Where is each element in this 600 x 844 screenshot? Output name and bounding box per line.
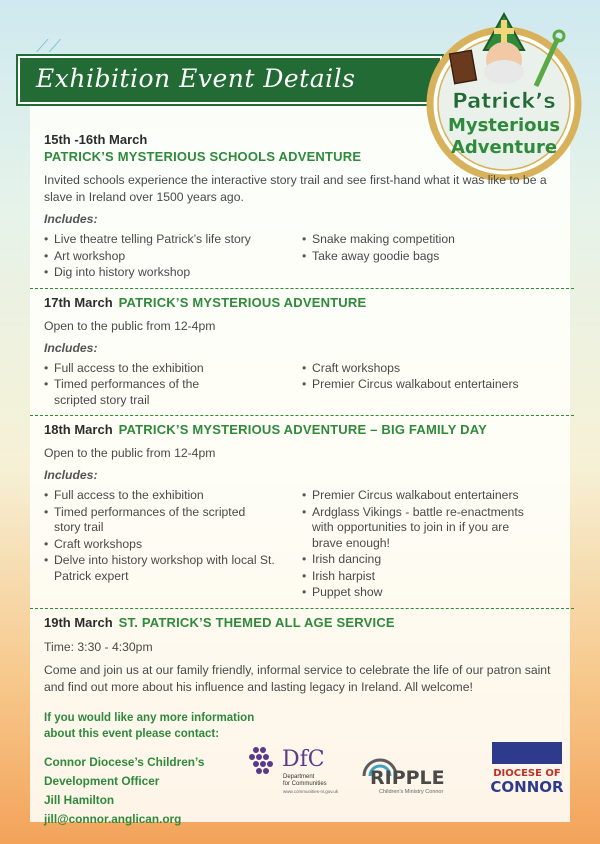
- includes-list: [44, 488, 560, 602]
- contact-name: Jill Hamilton: [44, 793, 115, 807]
- event-date: 17th March: [44, 294, 113, 310]
- service-time: Time: 3:30 - 4:30pm: [44, 639, 153, 654]
- event-date: 15th -16th March: [44, 132, 148, 147]
- dfc-url: www.communities-ni.gov.uk: [283, 789, 339, 794]
- includes-label: Includes:: [44, 212, 98, 226]
- sparkle-decoration-icon: ⟋⟋: [36, 36, 62, 56]
- list-item: • Live theatre telling Patrick’s life story: [54, 232, 302, 248]
- logo-line3: Adventure: [450, 137, 558, 158]
- list-item: • Dig into history workshop: [54, 265, 302, 281]
- list-item: • Ardglass Vikings - battle re-enactments with opportunities to join in if you are brave enough!: [312, 505, 542, 552]
- ripple-tagline: Children's Ministry Connor: [379, 789, 444, 795]
- list-item: • Take away goodie bags: [312, 249, 560, 265]
- dfc-abbr: DfC: [282, 747, 325, 772]
- logo-line2: Mysterious: [447, 115, 561, 136]
- ripple-name: RIPPLE: [370, 767, 445, 789]
- divider: [30, 415, 574, 416]
- section-public: [44, 295, 560, 410]
- includes-list: [44, 361, 560, 410]
- diocese-logo: [490, 742, 564, 796]
- section-family-day: [44, 422, 560, 602]
- list-item: • Premier Circus walkabout entertainers: [312, 488, 560, 504]
- contact-organization: Connor Diocese’s Children’s Development Officer: [44, 755, 205, 788]
- section-heading: [44, 422, 560, 437]
- diocese-line1: DIOCESE OF: [493, 768, 561, 779]
- includes-label: Includes:: [44, 468, 98, 482]
- includes-list: [44, 232, 560, 282]
- list-item: • Craft workshops: [312, 361, 560, 377]
- divider: [30, 608, 574, 609]
- section-service: [44, 615, 560, 696]
- list-item: • Irish dancing: [312, 552, 560, 568]
- list-item: • Full access to the exhibition: [54, 488, 302, 504]
- list-item: • Full access to the exhibition: [54, 361, 302, 377]
- event-title: ST. PATRICK’S THEMED ALL AGE SERVICE: [118, 614, 395, 630]
- partner-logos: [246, 740, 566, 800]
- event-date: 19th March: [44, 614, 113, 630]
- list-item: • Delve into history workshop with local St. Patrick expert: [54, 553, 284, 584]
- event-title: PATRICK’S MYSTERIOUS ADVENTURE: [118, 294, 367, 310]
- service-description: Come and join us at our family friendly, informal service to celebrate the life of our patron saint and find out more about his influence and lasting legacy in Ireland. All welcome!: [44, 662, 551, 694]
- list-item: • Craft workshops: [54, 537, 302, 553]
- event-date: 18th March: [44, 422, 113, 437]
- list-item: • Timed performances of the scripted story trail: [54, 505, 274, 536]
- list-item: • Premier Circus walkabout entertainers: [312, 377, 560, 393]
- dfc-logo: [249, 747, 339, 794]
- title-banner: [18, 56, 442, 104]
- section-heading: [44, 132, 560, 147]
- event-title: PATRICK’S MYSTERIOUS ADVENTURE – BIG FAMILY DAY: [118, 422, 488, 437]
- event-intro: Open to the public from 12-4pm: [44, 318, 216, 333]
- list-item: • Timed performances of the scripted story trail: [54, 377, 234, 408]
- contact-email[interactable]: jill@connor.anglican.org: [44, 812, 182, 826]
- contact-prompt: If you would like any more information about this event please contact:: [44, 711, 255, 740]
- section-heading: [44, 615, 560, 630]
- event-intro: Open to the public from 12-4pm: [44, 446, 216, 460]
- list-item: • Puppet show: [312, 585, 560, 601]
- list-item: • Snake making competition: [312, 232, 560, 248]
- diocese-line2: CONNOR: [490, 778, 564, 796]
- divider: [30, 288, 574, 289]
- event-intro: Invited schools experience the interactive story trail and see first-hand what it was like to be a slave in Ireland over 1500 years ago.: [44, 173, 547, 204]
- list-item: • Art workshop: [54, 249, 302, 265]
- section-heading: [44, 295, 560, 310]
- logo-line1: Patrick’s: [452, 89, 556, 113]
- dfc-line2: for Communities: [283, 781, 327, 787]
- includes-label: Includes:: [44, 340, 98, 355]
- event-title: PATRICK’S MYSTERIOUS SCHOOLS ADVENTURE: [44, 149, 362, 164]
- event-details: [44, 132, 560, 829]
- ripple-logo: [364, 760, 445, 795]
- dfc-line1: Department: [283, 774, 315, 780]
- list-item: • Irish harpist: [312, 569, 560, 585]
- section-schools: [44, 132, 560, 282]
- page-title: Exhibition Event Details: [36, 64, 356, 93]
